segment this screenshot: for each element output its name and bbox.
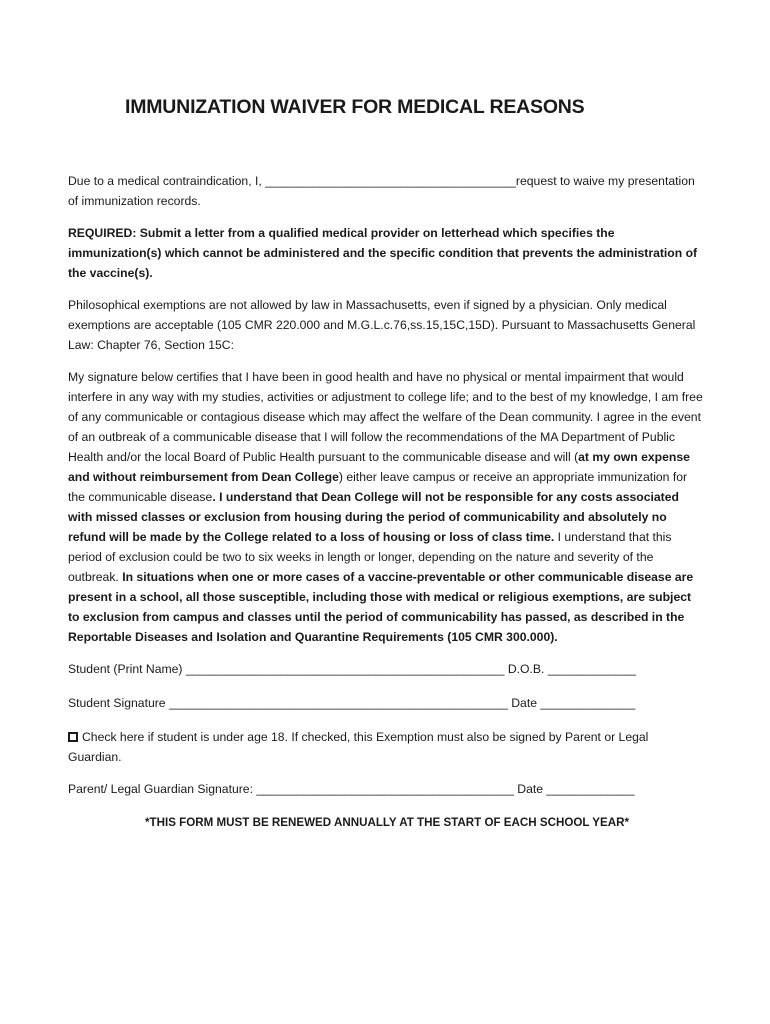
guardian-signature-field[interactable]: Parent/ Legal Guardian Signature: ______________________________________ Date _____________ [68, 782, 635, 796]
certification-paragraph [68, 367, 704, 647]
philosophical-paragraph: Philosophical exemptions are not allowed by law in Massachusetts, even if signed by a physician. Only medical exemptions are acceptable (105 CMR 220.000 and M.G.L.c.76,ss.15,15C,15D). Pursuant to Massachusetts General Law: Chapter 76, Section 15C: [68, 298, 696, 352]
certification-text-1: My signature below certifies that I have been in good health and have no physical or mental impairment that would interfere in any way with my studies, activities or adjustment to college life; and to the best of my knowledge, I am free of any communicable or contagious disease which may affect the welfare of the Dean community. I agree in the event of an outbreak of a communicable disease that I will follow the recommendations of the MA Department of Public Health and/or the local Board of Public Health pursuant to the communicable disease and will ( [68, 370, 703, 464]
under-18-checkbox-row [68, 727, 704, 767]
under-18-checkbox[interactable] [68, 732, 78, 742]
certification-exclusion-clause: In situations when one or more cases of a vaccine-preventable or other communicable disease are present in a school, all those susceptible, including those with medical or religious exemptions, are subject to exclusion from campus and classes until the period of communicability has passed, as described in the Reportable Diseases and Isolation and Quarantine Requirements (105 CMR 300.000). [68, 570, 694, 644]
required-paragraph: REQUIRED: Submit a letter from a qualified medical provider on letterhead which specifies the immunization(s) which cannot be administered and the specific condition that prevents the administration of the vaccine(s). [68, 226, 698, 280]
certification-text-3: I understand that this period of exclusion could be two to six weeks in length or longer, depending on the nature and severity of the outbreak. [68, 530, 672, 584]
student-signature-field[interactable]: Student Signature __________________________________________________ Date ______________ [68, 696, 636, 710]
student-print-name-field[interactable]: Student (Print Name) _______________________________________________ D.O.B. _____________ [68, 662, 636, 676]
certification-text-2: ) either leave campus or receive an appropriate immunization for the communicable disease [68, 470, 688, 504]
under-18-checkbox-label: Check here if student is under age 18. If checked, this Exemption must also be signed by Parent or Legal Guardian. [68, 730, 649, 764]
intro-paragraph: Due to a medical contraindication, I, _____________________________________request to waive my presentation of immunization records. [68, 174, 695, 208]
page-title: IMMUNIZATION WAIVER FOR MEDICAL REASONS [125, 96, 585, 118]
form-body [68, 171, 704, 833]
renewal-notice: *THIS FORM MUST BE RENEWED ANNUALLY AT THE START OF EACH SCHOOL YEAR* [145, 816, 629, 829]
certification-expense-clause: at my own expense and without reimbursement from Dean College [68, 450, 690, 484]
certification-refund-clause: . I understand that Dean College will not be responsible for any costs associated with missed classes or exclusion from housing during the period of communicability and absolutely no refund will be made by the College related to a loss of housing or loss of class time. [68, 490, 679, 544]
